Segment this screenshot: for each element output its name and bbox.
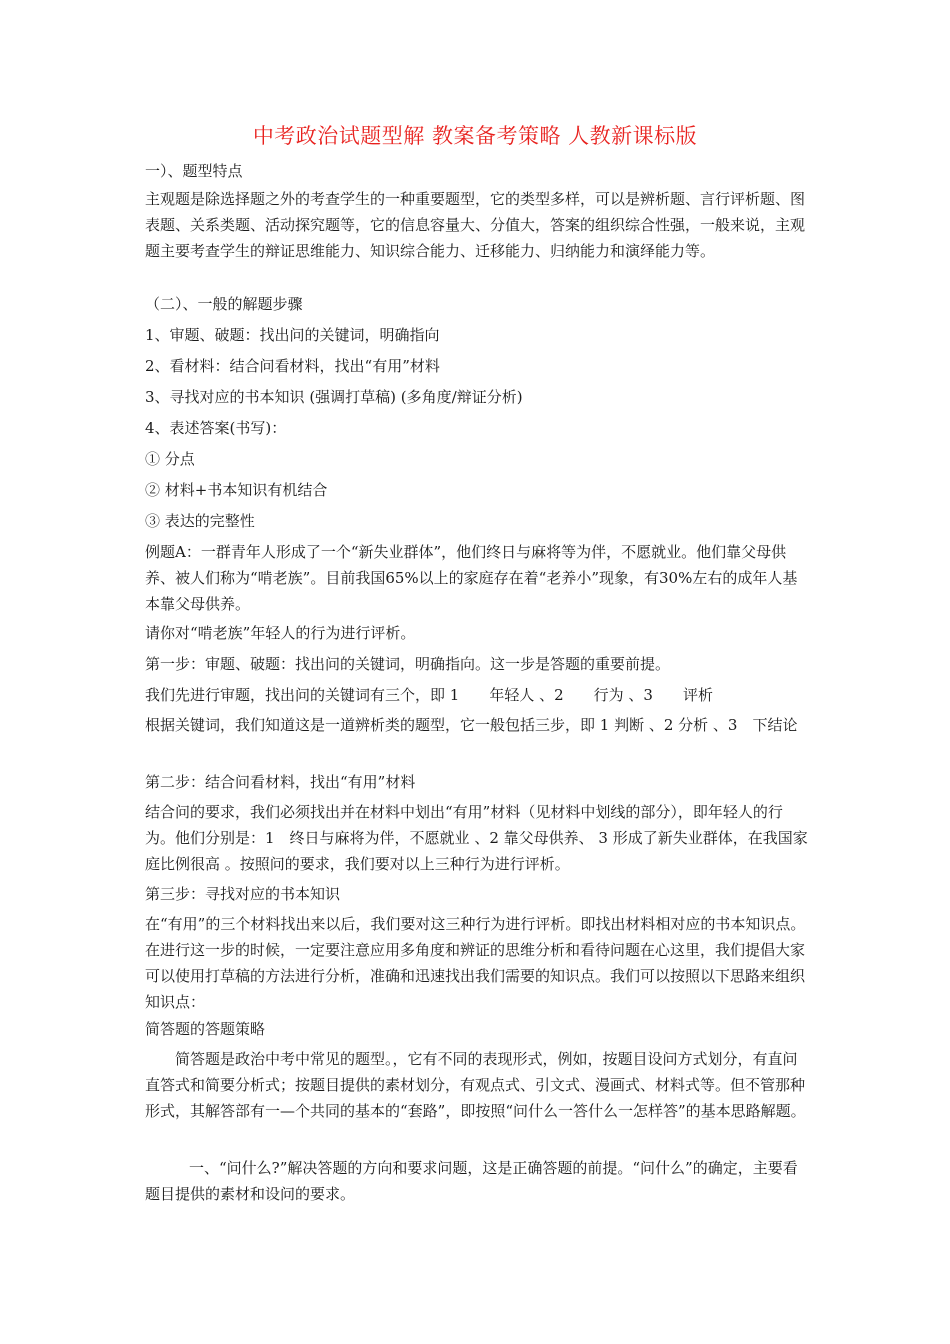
step-2: 2、看材料：结合问看材料，找出“有用”材料 <box>145 357 440 375</box>
short-answer-heading: 简答题的答题策略 <box>145 1020 266 1038</box>
second-step-detail: 结合问的要求，我们必须找出并在材料中划出“有用”材料（见材料中划线的部分），即年轻人的行为。他们分别是：1 终日与麻将为伴，不愿就业 、2 靠父母供养、 3 形成了新失业群体，在我国家庭比例很高 。按照问的要求，我们要对以上三种行为进行评析。 <box>145 803 808 873</box>
document-title: 中考政治试题型解 教案备考策略 人教新课标版 <box>252 124 698 148</box>
example-question: 请你对“啃老族”年轻人的行为进行评析。 <box>145 624 416 642</box>
point-1: ① 分点 <box>145 450 195 468</box>
first-step: 第一步：审题、破题：找出问的关键词，明确指向。这一步是答题的重要前提。 <box>145 655 671 673</box>
short-answer-paragraph: 简答题是政治中考中常见的题型。，它有不同的表现形式，例如，按题目设问方式划分，有直问直答式和简要分析式；按题目提供的素材划分，有观点式、引文式、漫画式、材料式等。但不管那种形式，其解答部有一—个共同的基本的“套路”，即按照“问什么一答什么一怎样答”的基本思路解题。 <box>145 1050 806 1120</box>
example-a: 例题A：一群青年人形成了一个“新失业群体”，他们终日与麻将等为伴，不愿就业。他们靠父母供养、被人们称为“啃老族”。目前我国65%以上的家庭存在着“老养小”现象，有30%左右的成年人基本靠父母供养。 <box>145 543 798 613</box>
first-step-keywords: 我们先进行审题，找出问的关键词有三个，即 1 年轻人 、2 行为 、3 评析 <box>145 686 713 704</box>
point-3: ③ 表达的完整性 <box>145 512 255 530</box>
second-step: 第二步：结合问看材料，找出“有用”材料 <box>145 773 416 791</box>
third-step-detail: 在“有用”的三个材料找出来以后，我们要对这三种行为进行评析。即找出材料相对应的书本知识点。在进行这一步的时候，一定要注意应用多角度和辨证的思维分析和看待问题在心这里，我们提倡大家可以使用打草稿的方法进行分析，准确和迅速找出我们需要的知识点。我们可以按照以下思路来组织知识点： <box>145 915 806 1011</box>
paragraph-intro: 主观题是除选择题之外的考查学生的一种重要题型，它的类型多样，可以是辨析题、言行评析题、图表题、关系类题、活动探究题等，它的信息容量大、分值大，答案的组织综合性强，一般来说，主观题主要考查学生的辩证思维能力、知识综合能力、迁移能力、归纳能力和演绎能力等。 <box>145 190 806 260</box>
first-step-analysis: 根据关键词，我们知道这是一道辨析类的题型，它一般包括三步，即 1 判断 、2 分析 、3 下结论 <box>145 716 798 734</box>
third-step: 第三步：寻找对应的书本知识 <box>145 885 341 903</box>
section-heading-2: （二）、一般的解题步骤 <box>145 295 303 313</box>
section-heading-1: 一）、题型特点 <box>145 162 243 180</box>
step-3: 3、寻找对应的书本知识 (强调打草稿) (多角度/辩证分析) <box>145 388 523 406</box>
point-2: ② 材料+书本知识有机结合 <box>145 481 328 499</box>
step-1: 1、审题、破题：找出问的关键词，明确指向 <box>145 326 440 344</box>
step-4: 4、表述答案(书写)： <box>145 419 287 437</box>
what-to-ask-paragraph: 一、“问什么?”解决答题的方向和要求问题，这是正确答题的前提。“问什么”的确定，主要看题目提供的素材和设问的要求。 <box>145 1159 798 1203</box>
